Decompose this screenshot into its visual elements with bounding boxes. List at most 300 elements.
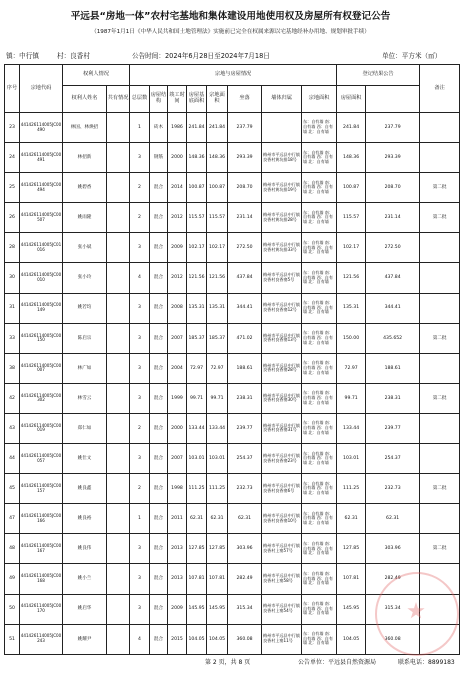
cell-note: 第二批 bbox=[420, 173, 460, 203]
cell-wall: 东：自有墙 南：自有墙 西：自有墙 北：自有墙 bbox=[302, 113, 337, 143]
cell-year: 2013 bbox=[168, 564, 187, 594]
cell-note bbox=[420, 113, 460, 143]
cell-reg-land: 121.56 bbox=[337, 263, 366, 293]
cell-floors: 3 bbox=[130, 444, 150, 474]
issuer-label: 公告单位：平远县自然资源局 bbox=[298, 659, 377, 666]
cell-reg-land: 135.31 bbox=[337, 293, 366, 323]
cell-shared bbox=[107, 113, 130, 143]
cell-house-area: 254.37 bbox=[228, 444, 262, 474]
cell-shared bbox=[107, 353, 130, 383]
cell-code: 441426114005JC00170 bbox=[20, 594, 63, 624]
cell-note: 第二批 bbox=[420, 534, 460, 564]
cell-land-area: 185.37 bbox=[207, 323, 228, 353]
cell-house-area: 344.41 bbox=[228, 293, 262, 323]
cell-wall: 东：自有墙 南：自有墙 西：自有墙 北：自有墙 bbox=[302, 143, 337, 173]
cell-shared bbox=[107, 474, 130, 504]
table-row bbox=[5, 173, 460, 203]
cell-shared bbox=[107, 594, 130, 624]
cell-year: 2013 bbox=[168, 534, 187, 564]
official-seal bbox=[375, 572, 459, 656]
cell-code: 441426114005JC00167 bbox=[20, 534, 63, 564]
cell-land-area: 103.01 bbox=[207, 444, 228, 474]
cell-reg-land: 72.97 bbox=[337, 353, 366, 383]
cell-year: 2011 bbox=[168, 504, 187, 534]
cell-floors: 3 bbox=[130, 564, 150, 594]
cell-house-area: 238.31 bbox=[228, 383, 262, 413]
cell-reg-house: 208.70 bbox=[366, 173, 420, 203]
cell-location: 梅州市平远县中行镇良香村良香寨23号 bbox=[262, 444, 302, 474]
cell-reg-land: 241.84 bbox=[337, 113, 366, 143]
cell-floors: 2 bbox=[130, 413, 150, 443]
cell-wall: 东：自有墙 南：自有墙 西：自有墙 北：自有墙 bbox=[302, 353, 337, 383]
cell-land-area: 107.81 bbox=[207, 564, 228, 594]
cell-land-area: 100.87 bbox=[207, 173, 228, 203]
cell-structure: 混合 bbox=[150, 173, 168, 203]
cell-seq: 26 bbox=[5, 203, 20, 233]
cell-code: 441426114005JC00010 bbox=[20, 263, 63, 293]
cell-code: 441426114005JC00057 bbox=[20, 444, 63, 474]
cell-code: 441426114005JC00149 bbox=[20, 293, 63, 323]
cell-note bbox=[420, 143, 460, 173]
cell-reg-land: 111.25 bbox=[337, 474, 366, 504]
cell-land-area: 72.97 bbox=[207, 353, 228, 383]
cell-shared bbox=[107, 263, 130, 293]
cell-seq: 43 bbox=[5, 413, 20, 443]
cell-base-area: 62.31 bbox=[187, 504, 207, 534]
cell-house-area: 315.34 bbox=[228, 594, 262, 624]
cell-shared bbox=[107, 323, 130, 353]
col-note: 备注 bbox=[420, 65, 460, 113]
cell-wall: 东：自有墙 南：自有墙 西：自有墙 北：自有墙 bbox=[302, 293, 337, 323]
cell-reg-land: 148.36 bbox=[337, 143, 366, 173]
cell-base-area: 107.81 bbox=[187, 564, 207, 594]
cell-base-area: 72.97 bbox=[187, 353, 207, 383]
cell-floors: 3 bbox=[130, 233, 150, 263]
table-row bbox=[5, 353, 460, 383]
col-reg-land: 宗地面积 bbox=[302, 86, 337, 113]
cell-code: 441426114005JC00150 bbox=[20, 323, 63, 353]
cell-structure: 混合 bbox=[150, 474, 168, 504]
cell-land-area: 102.17 bbox=[207, 233, 228, 263]
cell-location: 梅州市平远县中行镇良香村良香寨30号 bbox=[262, 383, 302, 413]
cell-reg-land: 102.17 bbox=[337, 233, 366, 263]
cell-name: 姚小兰 bbox=[63, 564, 107, 594]
cell-reg-house: 282.49 bbox=[366, 564, 420, 594]
town-label: 镇：中行镇 bbox=[6, 52, 39, 60]
cell-floors: 2 bbox=[130, 474, 150, 504]
cell-structure: 混合 bbox=[150, 353, 168, 383]
cell-base-area: 104.05 bbox=[187, 624, 207, 654]
cell-name: 姚碧香 bbox=[63, 173, 107, 203]
cell-reg-land: 133.44 bbox=[337, 413, 366, 443]
cell-shared bbox=[107, 383, 130, 413]
cell-land-area: 145.95 bbox=[207, 594, 228, 624]
cell-floors: 4 bbox=[130, 624, 150, 654]
cell-reg-house: 62.31 bbox=[366, 504, 420, 534]
cell-reg-house: 315.34 bbox=[366, 594, 420, 624]
cell-structure: 混合 bbox=[150, 564, 168, 594]
cell-floors: 1 bbox=[130, 113, 150, 143]
cell-structure: 混合 bbox=[150, 504, 168, 534]
cell-wall: 东：自有墙 南：自有墙 西：自有墙 北：自有墙 bbox=[302, 203, 337, 233]
col-right-group: 权利人情况 bbox=[63, 65, 130, 86]
cell-code: 441426114005JC00157 bbox=[20, 474, 63, 504]
cell-wall: 东：自有墙 南：自有墙 西：自有墙 北：自有墙 bbox=[302, 564, 337, 594]
table-body bbox=[5, 113, 460, 655]
cell-reg-house: 188.61 bbox=[366, 353, 420, 383]
cell-reg-land: 103.01 bbox=[337, 444, 366, 474]
cell-house-area: 471.02 bbox=[228, 323, 262, 353]
cell-base-area: 121.56 bbox=[187, 263, 207, 293]
cell-code: 441426114005JC00168 bbox=[20, 564, 63, 594]
cell-location: 梅州市平远县中行镇良香村良香寨13号 bbox=[262, 323, 302, 353]
cell-structure: 混合 bbox=[150, 413, 168, 443]
cell-reg-house: 231.14 bbox=[366, 203, 420, 233]
cell-code: 441426114005JC00007 bbox=[20, 353, 63, 383]
table-row bbox=[5, 263, 460, 293]
cell-year: 1986 bbox=[168, 113, 187, 143]
col-base-area: 房屋基底面积 bbox=[187, 86, 207, 113]
cell-name: 林雪云 bbox=[63, 383, 107, 413]
cell-reg-house: 437.84 bbox=[366, 263, 420, 293]
cell-note bbox=[420, 413, 460, 443]
cell-seq: 51 bbox=[5, 624, 20, 654]
cell-name: 姚耀尹 bbox=[63, 624, 107, 654]
cell-seq: 47 bbox=[5, 504, 20, 534]
cell-location: 梅州市平远县中行镇良香村黄坑排28号 bbox=[262, 203, 302, 233]
cell-base-area: 102.17 bbox=[187, 233, 207, 263]
cell-floors: 2 bbox=[130, 173, 150, 203]
col-reg-group: 登记结果公告 bbox=[337, 65, 420, 86]
cell-seq: 42 bbox=[5, 383, 20, 413]
cell-seq: 48 bbox=[5, 534, 20, 564]
cell-reg-house: 344.41 bbox=[366, 293, 420, 323]
table-row bbox=[5, 113, 460, 143]
page-subtitle: （1987年1月1日《中华人民共和国土地管理法》实施前已完全在权属来源以宅基地经补办用地、规划审批手续） bbox=[91, 29, 370, 35]
cell-shared bbox=[107, 564, 130, 594]
cell-reg-house: 232.73 bbox=[366, 474, 420, 504]
col-year: 竣工时间 bbox=[168, 86, 187, 113]
cell-house-area: 282.49 bbox=[228, 564, 262, 594]
table-row bbox=[5, 444, 460, 474]
unit-label: 单位：平方米（㎡） bbox=[382, 52, 442, 60]
cell-name: 郑仁如 bbox=[63, 413, 107, 443]
col-shared: 共有情况 bbox=[107, 86, 130, 113]
cell-floors: 3 bbox=[130, 534, 150, 564]
cell-reg-house: 237.79 bbox=[366, 113, 420, 143]
cell-reg-house: 239.77 bbox=[366, 413, 420, 443]
cell-reg-house: 272.50 bbox=[366, 233, 420, 263]
cell-reg-land: 150.00 bbox=[337, 323, 366, 353]
cell-reg-land: 100.87 bbox=[337, 173, 366, 203]
cell-note bbox=[420, 263, 460, 293]
cell-name: 姚良裕 bbox=[63, 504, 107, 534]
col-code: 宗地代码 bbox=[20, 65, 63, 113]
cell-floors: 3 bbox=[130, 353, 150, 383]
cell-year: 2008 bbox=[168, 293, 187, 323]
table-row bbox=[5, 474, 460, 504]
cell-house-area: 62.31 bbox=[228, 504, 262, 534]
cell-land-area: 99.71 bbox=[207, 383, 228, 413]
cell-shared bbox=[107, 233, 130, 263]
cell-structure: 混合 bbox=[150, 323, 168, 353]
cell-code: 441426114005JC00490 bbox=[20, 113, 63, 143]
cell-land-area: 135.31 bbox=[207, 293, 228, 323]
cell-name: 张小玲 bbox=[63, 263, 107, 293]
cell-name: 姚仕文 bbox=[63, 444, 107, 474]
cell-location: 梅州市平远县中行镇良香村良香寨31号 bbox=[262, 413, 302, 443]
cell-reg-land: 115.57 bbox=[337, 203, 366, 233]
cell-note: 第二批 bbox=[420, 323, 460, 353]
col-location: 坐落 bbox=[228, 86, 262, 113]
registration-table bbox=[4, 64, 460, 655]
col-seq: 序号 bbox=[5, 65, 20, 113]
cell-structure: 混合 bbox=[150, 534, 168, 564]
cell-code: 441426114005JC00166 bbox=[20, 504, 63, 534]
cell-note bbox=[420, 444, 460, 474]
cell-base-area: 115.57 bbox=[187, 203, 207, 233]
col-land-area: 宗地面积 bbox=[207, 86, 228, 113]
col-reg-house: 房屋面积 bbox=[337, 86, 366, 113]
cell-seq: 23 bbox=[5, 113, 20, 143]
cell-structure: 混合 bbox=[150, 293, 168, 323]
cell-land-area: 121.56 bbox=[207, 263, 228, 293]
cell-wall: 东：自有墙 南：自有墙 西：自有墙 北：自有墙 bbox=[302, 263, 337, 293]
cell-note: 第二批 bbox=[420, 474, 460, 504]
cell-code: 441426114005JC00302 bbox=[20, 383, 63, 413]
cell-location bbox=[262, 113, 302, 143]
cell-seq: 25 bbox=[5, 173, 20, 203]
cell-structure: 混合 bbox=[150, 263, 168, 293]
cell-name: 陈启宗 bbox=[63, 323, 107, 353]
cell-floors: 3 bbox=[130, 383, 150, 413]
table-row bbox=[5, 534, 460, 564]
cell-reg-land: 104.05 bbox=[337, 624, 366, 654]
cell-shared bbox=[107, 293, 130, 323]
page-number: 第 2 页，共 8 页 bbox=[205, 659, 251, 666]
cell-shared bbox=[107, 413, 130, 443]
cell-house-area: 239.77 bbox=[228, 413, 262, 443]
table-row bbox=[5, 323, 460, 353]
table-row bbox=[5, 383, 460, 413]
cell-seq: 30 bbox=[5, 263, 20, 293]
cell-shared bbox=[107, 624, 130, 654]
cell-shared bbox=[107, 504, 130, 534]
cell-reg-land: 145.95 bbox=[337, 594, 366, 624]
cell-reg-house: 435.652 bbox=[366, 323, 420, 353]
table-row bbox=[5, 504, 460, 534]
cell-house-area: 237.79 bbox=[228, 113, 262, 143]
cell-house-area: 232.73 bbox=[228, 474, 262, 504]
cell-name: 姚良鑫 bbox=[63, 474, 107, 504]
col-name: 权利人姓名 bbox=[63, 86, 107, 113]
cell-structure: 混合 bbox=[150, 624, 168, 654]
cell-location: 梅州市平远县中行镇良香村黄坑排33号 bbox=[262, 233, 302, 263]
cell-base-area: 135.31 bbox=[187, 293, 207, 323]
cell-code: 441426114005JC00243 bbox=[20, 624, 63, 654]
cell-note bbox=[420, 293, 460, 323]
cell-floors: 3 bbox=[130, 143, 150, 173]
cell-shared bbox=[107, 143, 130, 173]
cell-location: 梅州市平远县中行镇良香村黄坑排18号 bbox=[262, 143, 302, 173]
cell-year: 2007 bbox=[168, 444, 187, 474]
cell-shared bbox=[107, 173, 130, 203]
cell-base-area: 133.44 bbox=[187, 413, 207, 443]
table-row bbox=[5, 293, 460, 323]
cell-seq: 50 bbox=[5, 594, 20, 624]
cell-seq: 33 bbox=[5, 323, 20, 353]
cell-floors: 4 bbox=[130, 263, 150, 293]
cell-code: 441426114005JC01016 bbox=[20, 233, 63, 263]
cell-land-area: 133.44 bbox=[207, 413, 228, 443]
cell-note bbox=[420, 504, 460, 534]
page-title: 平远县“房地一体”农村宅基地和集体建设用地使用权及房屋所有权登记公告 bbox=[70, 11, 391, 22]
cell-name: 张小斌 bbox=[63, 233, 107, 263]
table-row bbox=[5, 233, 460, 263]
notice-period: 公告时间：2024年6月28日至2024年7月18日 bbox=[132, 52, 270, 60]
cell-base-area: 127.85 bbox=[187, 534, 207, 564]
cell-land-area: 111.25 bbox=[207, 474, 228, 504]
col-floors: 总层数 bbox=[130, 86, 150, 113]
cell-wall: 东：自有墙 南：自有墙 西：自有墙 北：自有墙 bbox=[302, 474, 337, 504]
cell-seq: 38 bbox=[5, 353, 20, 383]
cell-year: 2007 bbox=[168, 323, 187, 353]
cell-location: 梅州市平远县中行镇良香村良香寨12号 bbox=[262, 293, 302, 323]
cell-house-area: 208.70 bbox=[228, 173, 262, 203]
col-wall: 墙体归属 bbox=[262, 86, 302, 113]
cell-year: 1999 bbox=[168, 383, 187, 413]
cell-note bbox=[420, 353, 460, 383]
cell-year: 2009 bbox=[168, 233, 187, 263]
cell-location: 梅州市平远县中行镇良香村黄坑排19号 bbox=[262, 173, 302, 203]
cell-floors: 1 bbox=[130, 504, 150, 534]
cell-name: 林国、林焕招 bbox=[63, 113, 107, 143]
cell-wall: 东：自有墙 南：自有墙 西：自有墙 北：自有墙 bbox=[302, 233, 337, 263]
cell-code: 441426114005JC00507 bbox=[20, 203, 63, 233]
cell-code: 441426114005JC00019 bbox=[20, 413, 63, 443]
cell-land-area: 104.05 bbox=[207, 624, 228, 654]
cell-note: 第二批 bbox=[420, 383, 460, 413]
cell-house-area: 231.14 bbox=[228, 203, 262, 233]
cell-location: 梅州市平远县中行镇良香村上寨11号 bbox=[262, 624, 302, 654]
village-label: 村：良香村 bbox=[57, 52, 90, 60]
cell-location: 梅州市平远县中行镇良香村良香寨10号 bbox=[262, 504, 302, 534]
cell-name: 姚雨隆 bbox=[63, 203, 107, 233]
cell-year: 2015 bbox=[168, 624, 187, 654]
cell-year: 1998 bbox=[168, 474, 187, 504]
cell-location: 梅州市平远县中行镇良香村上寨57号 bbox=[262, 534, 302, 564]
cell-land-area: 62.31 bbox=[207, 504, 228, 534]
cell-wall: 东：自有墙 南：自有墙 西：自有墙 北：自有墙 bbox=[302, 594, 337, 624]
cell-name: 姚启华 bbox=[63, 594, 107, 624]
cell-shared bbox=[107, 444, 130, 474]
table-row bbox=[5, 143, 460, 173]
cell-note bbox=[420, 233, 460, 263]
cell-wall: 东：自有墙 南：自有墙 西：自有墙 北：自有墙 bbox=[302, 323, 337, 353]
cell-location: 梅州市平远县中行镇良香村良香寨28号 bbox=[262, 353, 302, 383]
cell-code: 441426114005JC00491 bbox=[20, 143, 63, 173]
cell-wall: 东：自有墙 南：自有墙 西：自有墙 北：自有墙 bbox=[302, 504, 337, 534]
cell-year: 2000 bbox=[168, 143, 187, 173]
cell-reg-house: 238.31 bbox=[366, 383, 420, 413]
cell-base-area: 111.25 bbox=[187, 474, 207, 504]
cell-structure: 混合 bbox=[150, 233, 168, 263]
cell-location: 梅州市平远县中行镇良香村良香寨5号 bbox=[262, 263, 302, 293]
cell-reg-land: 107.81 bbox=[337, 564, 366, 594]
cell-house-area: 272.50 bbox=[228, 233, 262, 263]
cell-year: 2012 bbox=[168, 263, 187, 293]
cell-floors: 3 bbox=[130, 323, 150, 353]
cell-base-area: 148.36 bbox=[187, 143, 207, 173]
cell-structure: 混合 bbox=[150, 383, 168, 413]
cell-base-area: 100.87 bbox=[187, 173, 207, 203]
cell-seq: 24 bbox=[5, 143, 20, 173]
cell-wall: 东：自有墙 南：自有墙 西：自有墙 北：自有墙 bbox=[302, 383, 337, 413]
cell-reg-house: 254.37 bbox=[366, 444, 420, 474]
cell-land-area: 241.84 bbox=[207, 113, 228, 143]
cell-year: 2014 bbox=[168, 173, 187, 203]
cell-structure: 钢筋 bbox=[150, 143, 168, 173]
cell-structure: 砖木 bbox=[150, 113, 168, 143]
cell-location: 梅州市平远县中行镇良香村良香寨6号 bbox=[262, 474, 302, 504]
cell-floors: 3 bbox=[130, 293, 150, 323]
cell-structure: 混合 bbox=[150, 594, 168, 624]
cell-wall: 东：自有墙 南：自有墙 西：自有墙 北：自有墙 bbox=[302, 534, 337, 564]
cell-seq: 31 bbox=[5, 293, 20, 323]
cell-wall: 东：自有墙 南：自有墙 西：自有墙 北：自有墙 bbox=[302, 624, 337, 654]
col-structure: 房屋结构 bbox=[150, 86, 168, 113]
cell-shared bbox=[107, 534, 130, 564]
cell-reg-house: 360.08 bbox=[366, 624, 420, 654]
cell-note: 第二批 bbox=[420, 203, 460, 233]
cell-base-area: 103.01 bbox=[187, 444, 207, 474]
cell-year: 2000 bbox=[168, 413, 187, 443]
cell-name: 林广如 bbox=[63, 353, 107, 383]
cell-seq: 44 bbox=[5, 444, 20, 474]
cell-house-area: 293.39 bbox=[228, 143, 262, 173]
cell-structure: 混合 bbox=[150, 203, 168, 233]
cell-year: 2012 bbox=[168, 203, 187, 233]
cell-reg-house: 303.96 bbox=[366, 534, 420, 564]
cell-base-area: 145.95 bbox=[187, 594, 207, 624]
cell-floors: 3 bbox=[130, 594, 150, 624]
cell-code: 441426114005JC00494 bbox=[20, 173, 63, 203]
cell-year: 2009 bbox=[168, 594, 187, 624]
cell-reg-land: 99.71 bbox=[337, 383, 366, 413]
cell-base-area: 185.37 bbox=[187, 323, 207, 353]
cell-wall: 东：自有墙 南：自有墙 西：自有墙 北：自有墙 bbox=[302, 173, 337, 203]
cell-house-area: 188.61 bbox=[228, 353, 262, 383]
cell-house-area: 303.96 bbox=[228, 534, 262, 564]
cell-base-area: 99.71 bbox=[187, 383, 207, 413]
cell-floors: 2 bbox=[130, 203, 150, 233]
cell-wall: 东：自有墙 南：自有墙 西：自有墙 北：自有墙 bbox=[302, 413, 337, 443]
cell-name: 姚若均 bbox=[63, 293, 107, 323]
cell-wall: 东：自有墙 南：自有墙 西：自有墙 北：自有墙 bbox=[302, 444, 337, 474]
contact-label: 联系电话：8899183 bbox=[398, 659, 455, 666]
cell-house-area: 360.08 bbox=[228, 624, 262, 654]
cell-name: 林招新 bbox=[63, 143, 107, 173]
cell-reg-house: 293.39 bbox=[366, 143, 420, 173]
cell-base-area: 241.84 bbox=[187, 113, 207, 143]
cell-seq: 28 bbox=[5, 233, 20, 263]
cell-land-area: 148.36 bbox=[207, 143, 228, 173]
cell-seq: 45 bbox=[5, 474, 20, 504]
cell-name: 姚良伟 bbox=[63, 534, 107, 564]
cell-reg-land: 127.85 bbox=[337, 534, 366, 564]
table-row bbox=[5, 413, 460, 443]
cell-land-area: 115.57 bbox=[207, 203, 228, 233]
